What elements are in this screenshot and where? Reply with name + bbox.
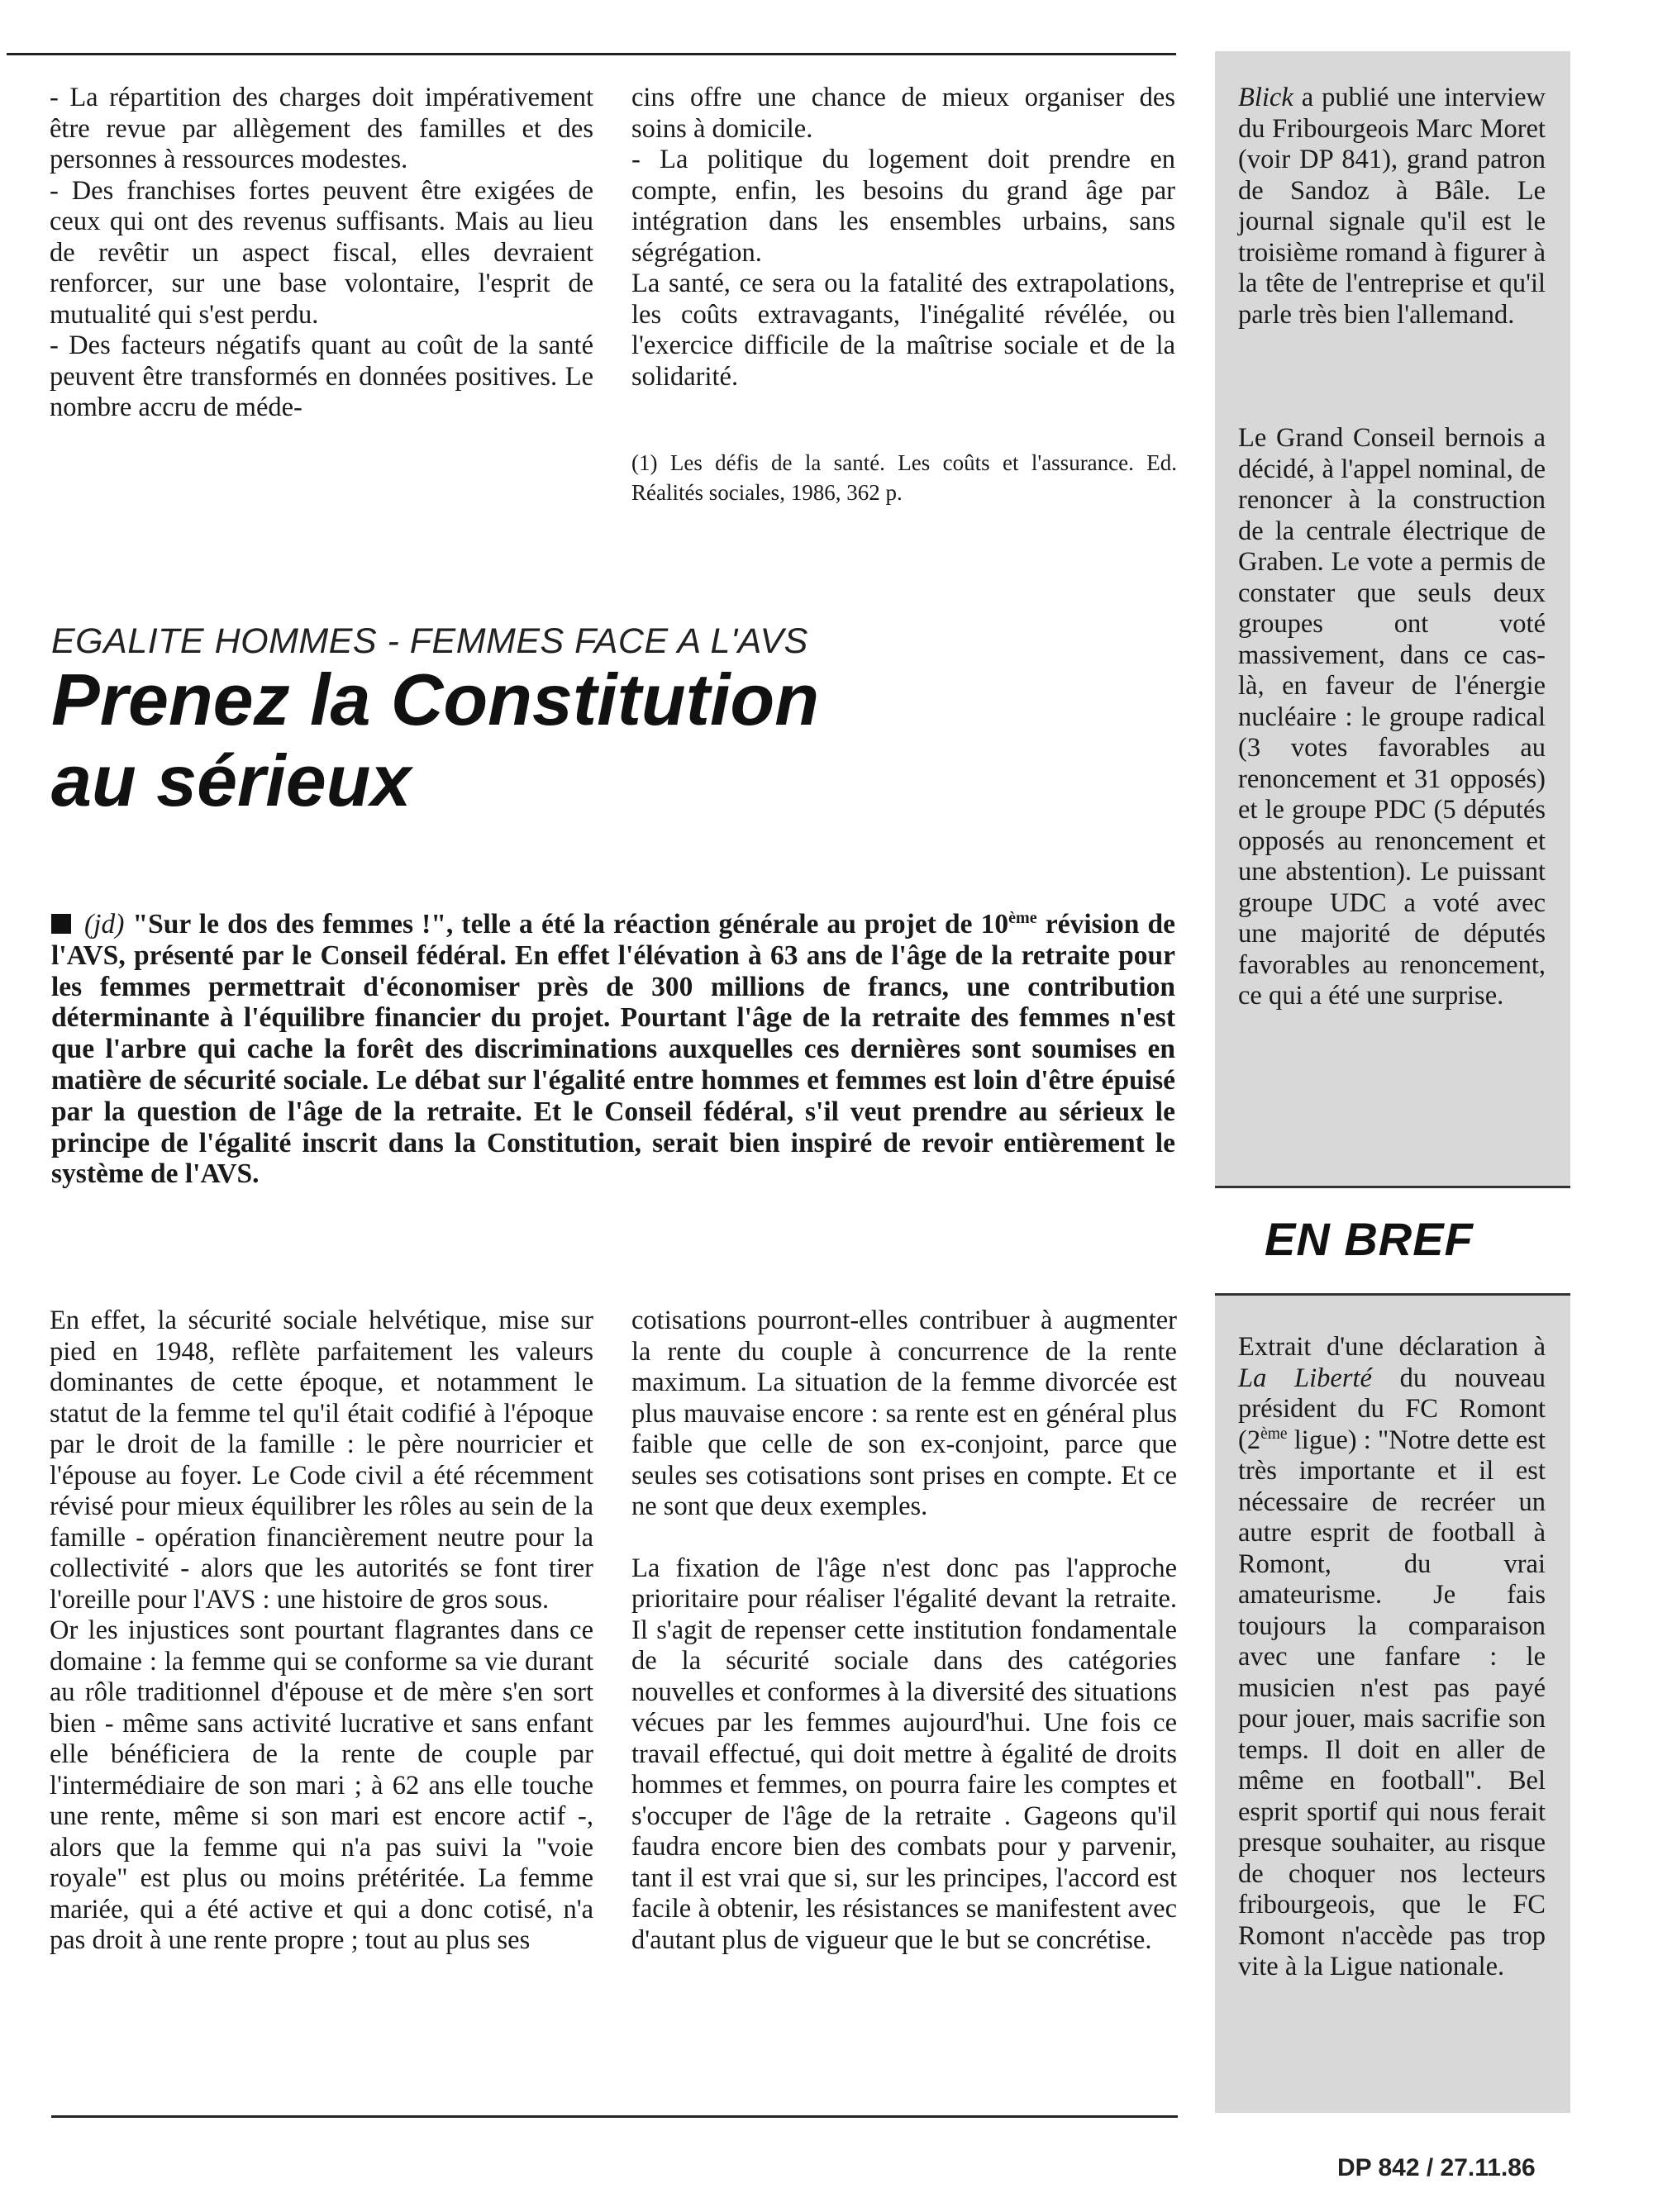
article-column-2 (631, 1306, 1177, 1956)
paragraph: La santé, ce sera ou la fatalité des extrapolations, les coûts extravagants, l'inégalité révélée, ou l'exercice difficile de la maîtrise sociale et de la solidarité. (631, 269, 1175, 392)
publication-name: La Liberté (1238, 1363, 1372, 1393)
article-headline (51, 659, 1002, 821)
article-kicker: EGALITE HOMMES - FEMMES FACE A L'AVS (51, 621, 808, 661)
sidebar-text: Extrait d'une déclaration à (1238, 1332, 1546, 1362)
square-bullet-icon (51, 914, 71, 934)
paragraph: - Des franchises fortes peuvent être exigées de ceux qui ont des revenus suffisants. Mais au lieu de revêtir un aspect fiscal, elles devraient renforcer, sur une base volontaire, l'esprit de mutualité qui s'est perdu. (50, 175, 593, 330)
lead-superscript: ème (1008, 908, 1037, 927)
previous-article-column-2 (631, 83, 1175, 392)
paragraph: - Des facteurs négatifs quant au coût de la santé peuvent être transformés en données positives. Le nombre accru de méde- (50, 331, 593, 422)
paragraph: - La politique du logement doit prendre en compte, enfin, les besoins du grand âge par intégration dans les ensembles urbains, sans ségrégation. (631, 145, 1175, 268)
sidebar-item (1238, 1332, 1546, 1983)
top-rule (7, 53, 1176, 55)
article-column-1 (50, 1306, 593, 1957)
sidebar-item (1238, 423, 1546, 1012)
paragraph: cotisations pourront-elles contribuer à augmenter la rente du couple à concurrence de la rente maximum. La situation de la femme divorcée est plus mauvaise encore : sa rente est en général plus faible que celle de son ex-conjoint, parce que seules ses cotisations sont prises en compte. Et ce ne sont que deux exemples. (631, 1306, 1177, 1521)
lead-text-2: révision de l'AVS, présenté par le Conseil fédéral. En effet l'élévation à 63 ans de l'âge de la retraite pour les femmes permettrait d'économiser près de 300 millions de francs, une contribution déterminante à l'équilibre financier du projet. Pourtant l'âge de la retraite des femmes n'est que l'arbre qui cache la forêt des discriminations auxquelles ces dernières sont soumises en matière de sécurité sociale. Le débat sur l'égalité entre hommes et femmes est loin d'être épuisé par la question de l'âge de la retraite. Et le Conseil fédéral, s'il veut prendre au sérieux le principe de l'égalité inscrit dans la Constitution, serait bien inspiré de revoir entièrement le système de l'AVS. (51, 909, 1175, 1190)
headline-line-2: au sérieux (51, 740, 412, 821)
article-lead (51, 909, 1175, 1190)
sidebar-text: a publié une interview du Fribourgeois Marc Moret (voir DP 841), grand patron de Sandoz à Bâle. Le journal signale qu'il est le troisième romand à figurer à la tête de l'entreprise et qu'il parle très bien l'allemand. (1238, 83, 1546, 330)
sidebar-item (1238, 83, 1546, 331)
divider (1215, 1293, 1570, 1296)
author-initials: (jd) (84, 909, 125, 940)
sidebar-text: du nouveau président du FC Romont (2 (1238, 1363, 1546, 1455)
headline-line-1: Prenez la Constitution (51, 659, 819, 740)
superscript: ème (1260, 1425, 1288, 1443)
previous-article-column-1 (50, 83, 593, 424)
sidebar (1215, 51, 1570, 2113)
publication-name: Blick (1238, 83, 1293, 112)
page-folio: DP 842 / 27.11.86 (1337, 2154, 1536, 2181)
divider (1215, 1186, 1570, 1188)
section-title: EN BREF (1265, 1213, 1474, 1265)
footnote: (1) Les défis de la santé. Les coûts et l'assurance. Ed. Réalités sociales, 1986, 362 p. (631, 450, 1177, 505)
sidebar-text: Le Grand Conseil bernois a décidé, à l'appel nominal, de renoncer à la construction de la centrale électrique de Graben. Le vote a permis de constater que seuls deux groupes ont voté massivement, dans ce cas-là, en faveur de l'énergie nucléaire : le groupe radical (3 votes favorables au renoncement et 31 opposés) et le groupe PDC (5 députés opposés au renoncement et une abstention). Le puissant groupe UDC a voté avec une majorité de députés favorables au renoncement, ce qui a été une surprise. (1238, 423, 1546, 1011)
paragraph: - La répartition des charges doit impérativement être revue par allègement des familles et des personnes à ressources modestes. (50, 83, 593, 174)
paragraph: Or les injustices sont pourtant flagrantes dans ce domaine : la femme qui se conforme sa vie durant au rôle traditionnel d'épouse et de mère s'en sort bien - même sans activité lucrative et sans enfant elle bénéficiera de la rente de couple par l'intermédiaire de son mari ; à 62 ans elle touche une rente, même si son mari est encore actif -, alors que la femme qui n'a pas suivi la "voie royale" est plus ou moins prétéritée. La femme mariée, qui a été active et qui a donc cotisé, n'a pas droit à une rente propre ; tout au plus ses (50, 1615, 593, 1955)
paragraph: cins offre une chance de mieux organiser des soins à domicile. (631, 83, 1175, 144)
sidebar-text: ligue) : "Notre dette est très importante et il est nécessaire de recréer un autre esprit de football à Romont, du vrai amateurisme. Je fais toujours la comparaison avec une fanfare : le musicien n'est pas payé pour jouer, mais sacrifie son temps. Il doit en aller de même en football". Bel esprit sportif qui nous ferait presque souhaiter, au risque de choquer nos lecteurs fribourgeois, que le FC Romont n'accède pas trop vite à la Ligue nationale. (1238, 1425, 1546, 1981)
bottom-rule (51, 2115, 1178, 2118)
lead-text-1: "Sur le dos des femmes !", telle a été la réaction générale au projet de 10 (132, 909, 1009, 940)
paragraph: En effet, la sécurité sociale helvétique, mise sur pied en 1948, reflète parfaitement les valeurs dominantes de cette époque, et notamment le statut de la femme tel qu'il était codifié à l'époque par le droit de la famille : le père nourricier et l'épouse au foyer. Le Code civil a été récemment révisé pour mieux équilibrer les rôles au sein de la famille - opération financièrement neutre pour la collectivité - alors que les autorités se font tirer l'oreille pour l'AVS : une histoire de gros sous. (50, 1306, 593, 1615)
paragraph: La fixation de l'âge n'est donc pas l'approche prioritaire pour réaliser l'égalité devant la retraite. Il s'agit de repenser cette institution fondamentale de la sécurité sociale dans des catégories nouvelles et conformes à la diversité des situations vécues par les femmes aujourd'hui. Une fois ce travail effectué, qui doit mettre à égalité de droits hommes et femmes, on pourra faire les comptes et s'occuper de l'âge de la retraite . Gageons qu'il faudra encore bien des combats pour y parvenir, tant il est vrai que si, sur les principes, l'accord est facile à obtenir, les résistances se manifestent avec d'autant plus de vigueur que le but se concrétise. (631, 1553, 1177, 1955)
